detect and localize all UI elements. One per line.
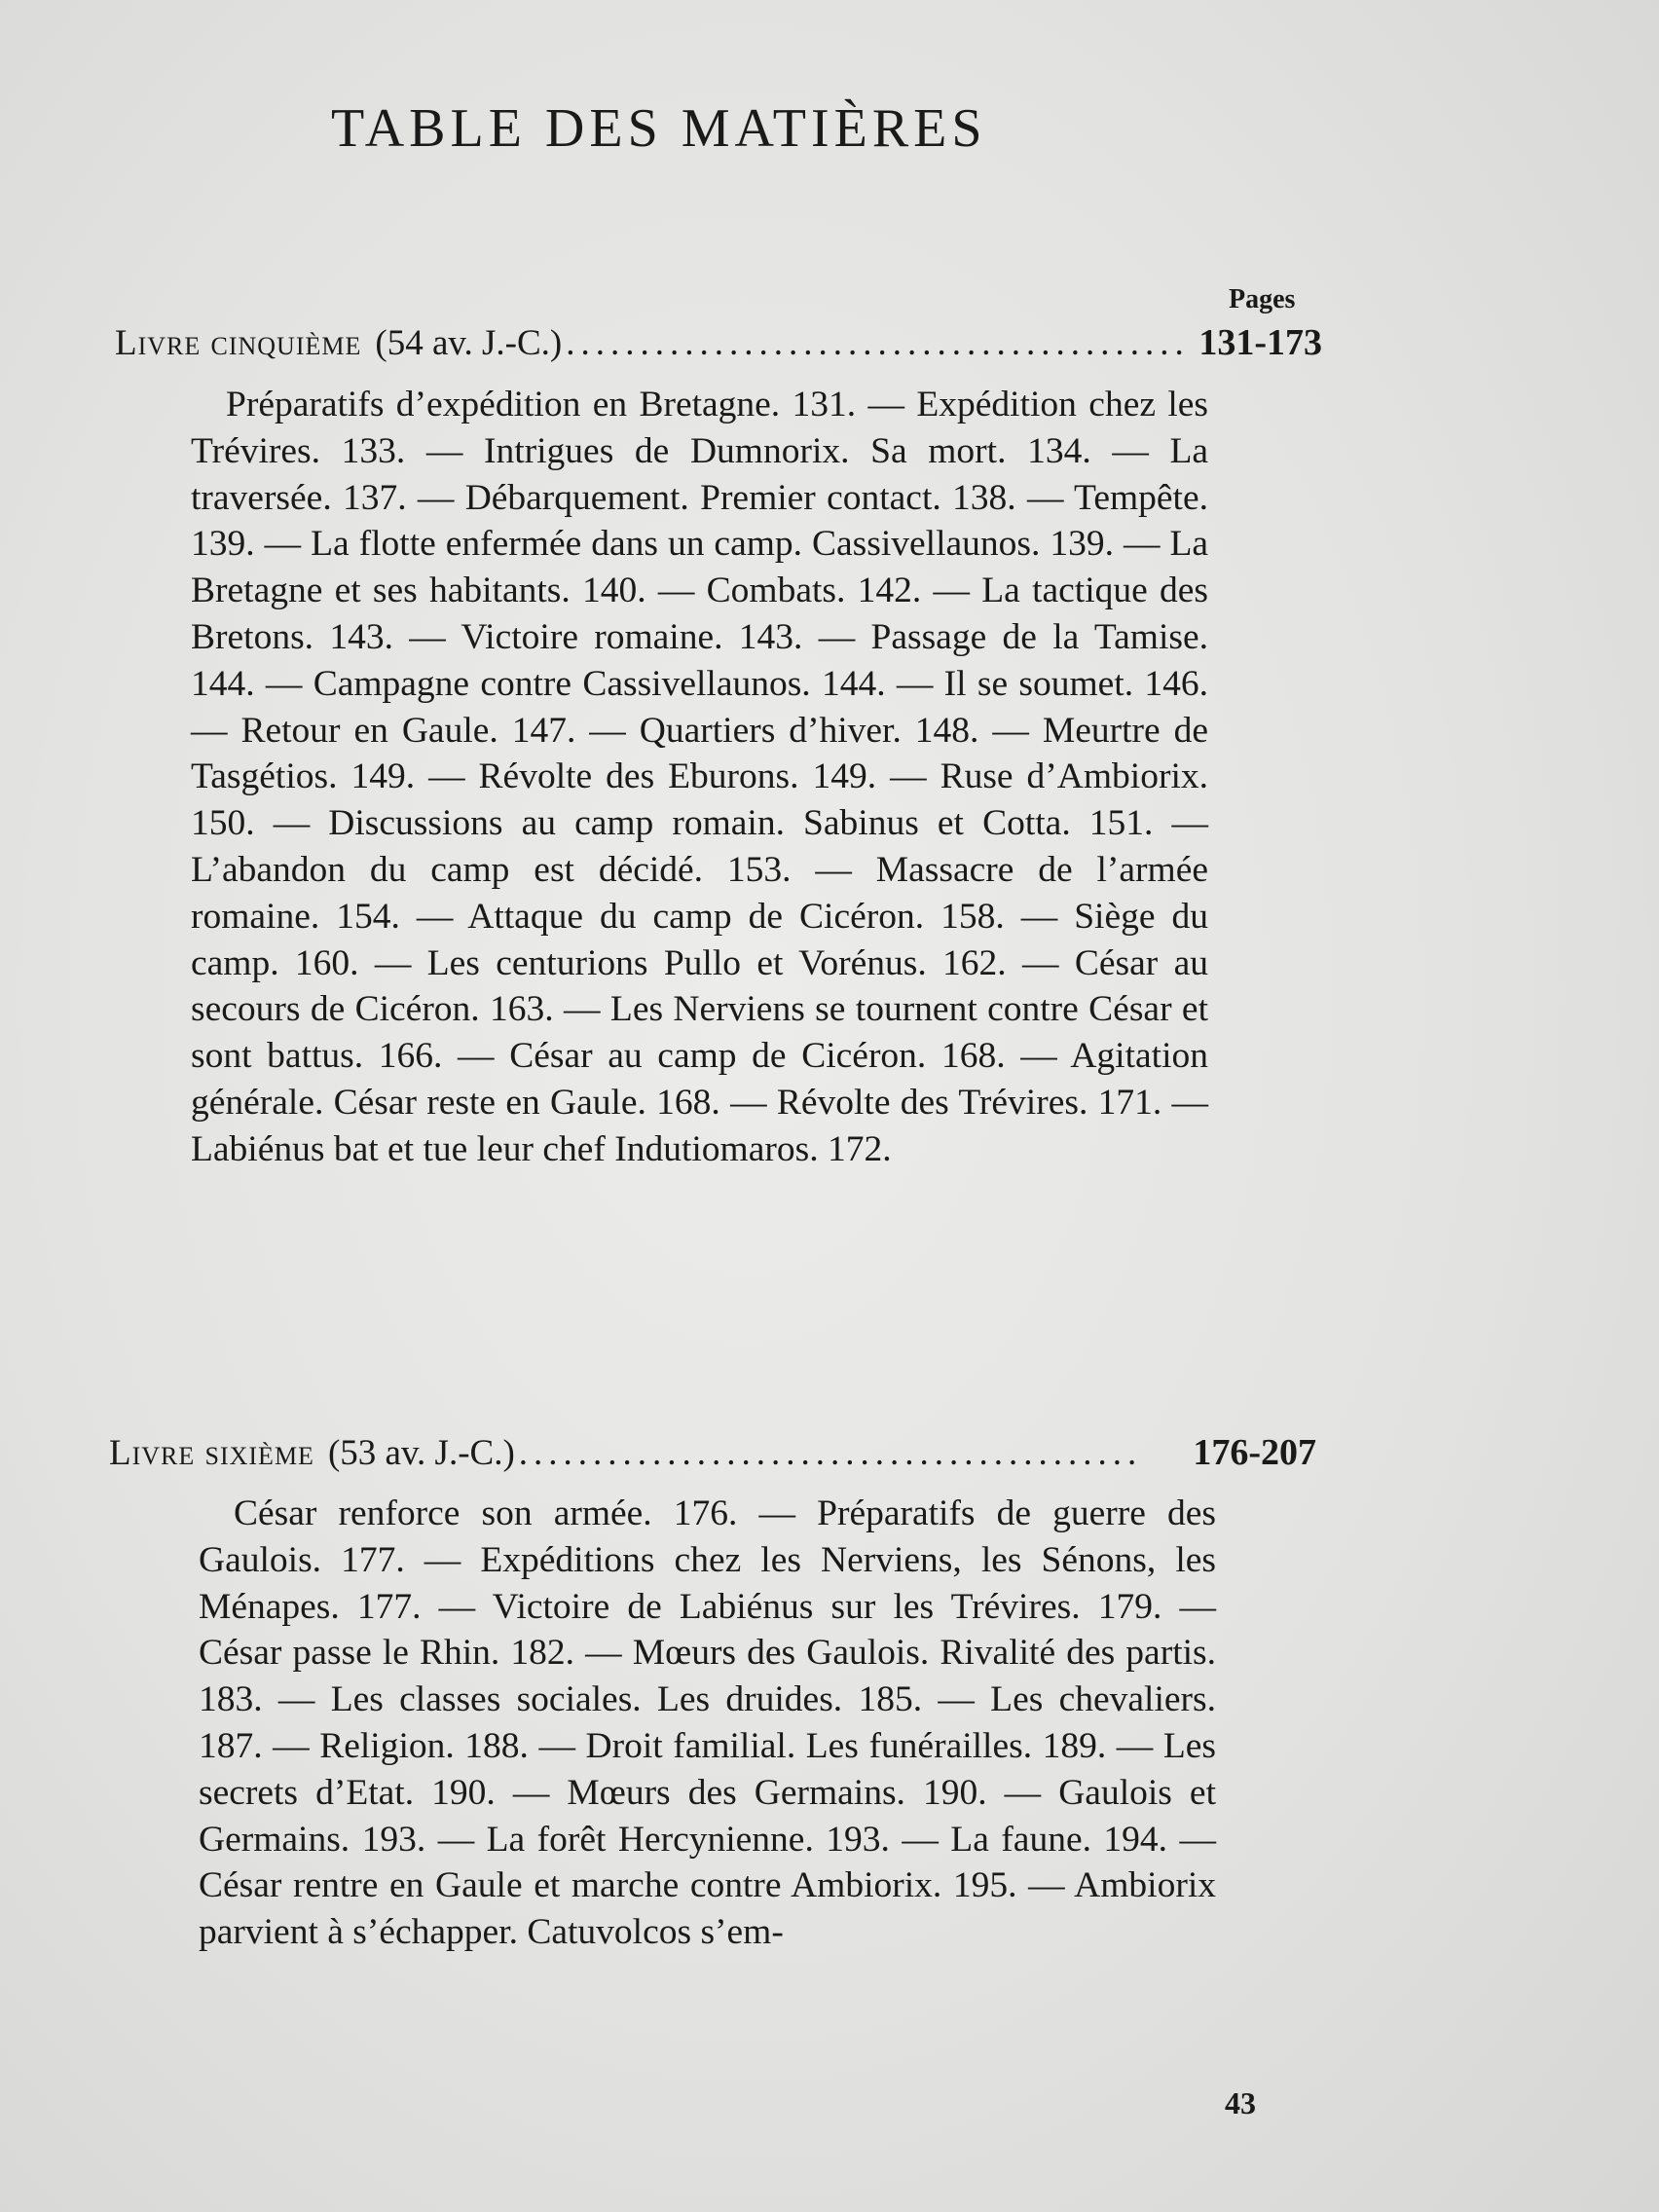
book-six-leader-dots: .......................................... xyxy=(518,1433,1143,1473)
book-five-heading xyxy=(115,321,1322,364)
page-title: TABLE DES MATIÈRES xyxy=(331,98,987,159)
pages-column-label: Pages xyxy=(1229,284,1296,314)
book-six-date: (53 av. J.-C.) xyxy=(327,1433,515,1473)
book-five-name: Livre cinquième xyxy=(115,323,362,363)
book-six-page-range: 176-207 xyxy=(1193,1432,1316,1473)
book-five-date: (54 av. J.-C.) xyxy=(375,323,563,363)
book-six-summary: César renforce son armée. 176. — Préparatifs de guerre des Gaulois. 177. — Expéditions chez les Nerviens, les Sénons, les Ménapes. 177. — Victoire de Labiénus sur les Trévires. 179. — César passe le Rhin. 182. — Mœurs des Gaulois. Rivalité des partis. 183. — Les classes sociales. Les druides. 185. — Les chevaliers. 187. — Religion. 188. — Droit familial. Les funérailles. 189. — Les secrets d’Etat. 190. — Mœurs des Germains. 190. — Gaulois et Germains. 193. — La forêt Hercynienne. 193. — La faune. 194. — César rentre en Gaule et marche contre Ambiorix. 195. — Ambiorix parvient à s’échapper. Catuvolcos s’em- xyxy=(199,1493,1216,1953)
book-five-leader-dots: .......................................... xyxy=(566,323,1190,363)
page-number: 43 xyxy=(1225,2085,1256,2120)
book-six-heading xyxy=(109,1431,1316,1474)
book-five-page-range: 131-173 xyxy=(1198,322,1322,363)
book-five-summary: Préparatifs d’expédition en Bretagne. 131. — Expédition chez les Trévires. 133. — Intrigues de Dumnorix. Sa mort. 134. — La traversée. 137. — Débarquement. Premier contact. 138. — Tempête. 139. — La flotte enfermée dans un camp. Cassivellaunos. 139. — La Bretagne et ses habitants. 140. — Combats. 142. — La tactique des Bretons. 143. — Victoire romaine. 143. — Passage de la Tamise. 144. — Campagne contre Cassivellaunos. 144. — Il se soumet. 146. — Retour en Gaule. 147. — Quartiers d’hiver. 148. — Meurtre de Tasgétios. 149. — Révolte des Eburons. 149. — Ruse d’Ambiorix. 150. — Discussions au camp romain. Sabinus et Cotta. 151. — L’abandon du camp est décidé. 153. — Massacre de l’armée romaine. 154. — Attaque du camp de Cicéron. 158. — Siège du camp. 160. — Les centurions Pullo et Vorénus. 162. — César au secours de Cicéron. 163. — Les Nerviens se tournent contre César et sont battus. 166. — César au camp de Cicéron. 168. — Agitation générale. César reste en Gaule. 168. — Révolte des Trévires. 171. — Labiénus bat et tue leur chef Indutiomaros. 172. xyxy=(191,385,1208,1169)
book-six-name: Livre sixième xyxy=(109,1433,314,1473)
